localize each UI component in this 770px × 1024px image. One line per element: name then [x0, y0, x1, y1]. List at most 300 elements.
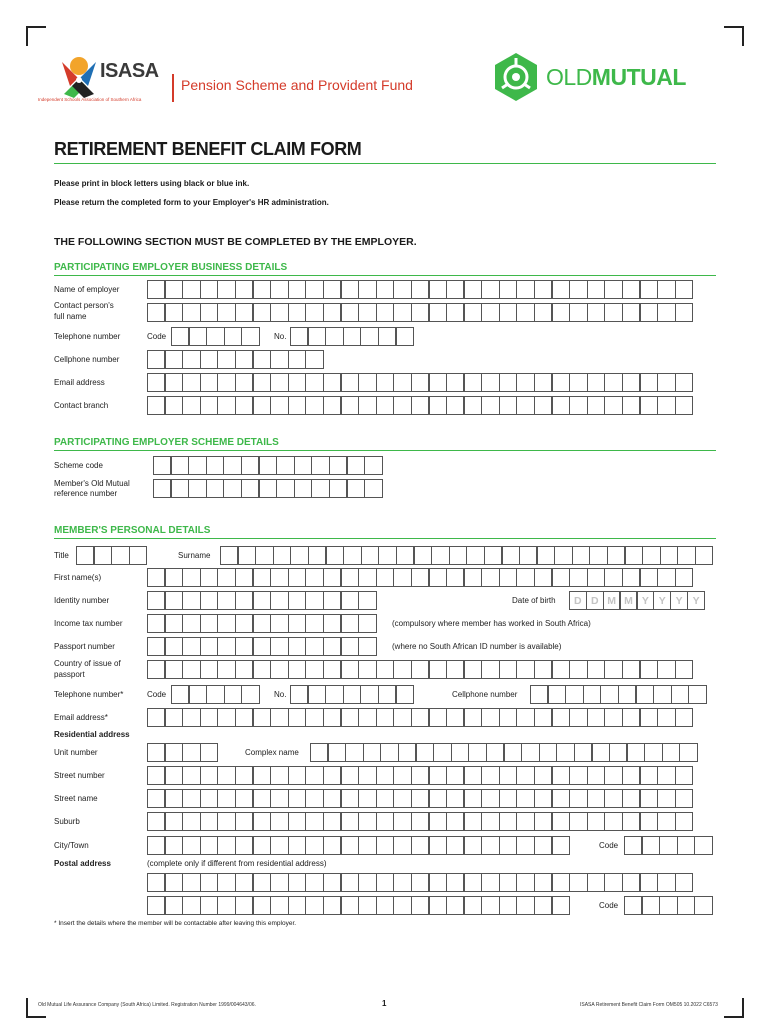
- character-box[interactable]: [235, 812, 253, 831]
- character-box[interactable]: [217, 280, 235, 299]
- character-box[interactable]: [446, 568, 464, 587]
- character-box[interactable]: [323, 568, 341, 587]
- character-box[interactable]: [499, 873, 517, 892]
- employer-name-field[interactable]: [147, 280, 692, 299]
- character-box[interactable]: [534, 812, 552, 831]
- character-box[interactable]: [325, 685, 343, 704]
- character-box[interactable]: [165, 614, 183, 633]
- character-box[interactable]: [539, 743, 557, 762]
- character-box[interactable]: [253, 614, 271, 633]
- dob-year-4[interactable]: Y: [687, 591, 705, 610]
- character-box[interactable]: [569, 568, 587, 587]
- character-box[interactable]: [305, 660, 323, 679]
- character-box[interactable]: [290, 327, 308, 346]
- character-box[interactable]: [288, 708, 306, 727]
- character-box[interactable]: [147, 766, 165, 785]
- character-box[interactable]: [380, 743, 398, 762]
- character-box[interactable]: [398, 743, 416, 762]
- character-box[interactable]: [94, 546, 112, 565]
- character-box[interactable]: [217, 373, 235, 392]
- character-box[interactable]: [253, 280, 271, 299]
- character-box[interactable]: [569, 766, 587, 785]
- character-box[interactable]: [486, 743, 504, 762]
- character-box[interactable]: [358, 812, 376, 831]
- character-box[interactable]: [393, 396, 411, 415]
- character-box[interactable]: [660, 546, 678, 565]
- character-box[interactable]: [657, 396, 675, 415]
- character-box[interactable]: [253, 896, 271, 915]
- character-box[interactable]: [499, 280, 517, 299]
- character-box[interactable]: [657, 812, 675, 831]
- character-box[interactable]: [305, 896, 323, 915]
- character-box[interactable]: [288, 280, 306, 299]
- character-box[interactable]: [241, 327, 259, 346]
- character-box[interactable]: [288, 591, 306, 610]
- postal-code-field[interactable]: [624, 896, 712, 915]
- character-box[interactable]: [311, 479, 329, 498]
- character-box[interactable]: [341, 896, 359, 915]
- character-box[interactable]: [640, 568, 658, 587]
- character-box[interactable]: [636, 685, 654, 704]
- character-box[interactable]: [446, 708, 464, 727]
- character-box[interactable]: [165, 591, 183, 610]
- character-box[interactable]: [534, 303, 552, 322]
- character-box[interactable]: [446, 373, 464, 392]
- character-box[interactable]: [411, 568, 429, 587]
- character-box[interactable]: [235, 303, 253, 322]
- character-box[interactable]: [358, 873, 376, 892]
- identity-number-field[interactable]: [147, 591, 376, 610]
- character-box[interactable]: [341, 614, 359, 633]
- character-box[interactable]: [530, 685, 548, 704]
- character-box[interactable]: [235, 708, 253, 727]
- character-box[interactable]: [569, 373, 587, 392]
- character-box[interactable]: [288, 896, 306, 915]
- character-box[interactable]: [499, 789, 517, 808]
- character-box[interactable]: [446, 873, 464, 892]
- character-box[interactable]: [640, 873, 658, 892]
- character-box[interactable]: [393, 896, 411, 915]
- character-box[interactable]: [446, 660, 464, 679]
- character-box[interactable]: [499, 708, 517, 727]
- character-box[interactable]: [604, 373, 622, 392]
- character-box[interactable]: [484, 546, 502, 565]
- character-box[interactable]: [171, 456, 189, 475]
- character-box[interactable]: [431, 546, 449, 565]
- character-box[interactable]: [235, 591, 253, 610]
- character-box[interactable]: [393, 708, 411, 727]
- character-box[interactable]: [534, 896, 552, 915]
- character-box[interactable]: [147, 568, 165, 587]
- character-box[interactable]: [604, 789, 622, 808]
- character-box[interactable]: [464, 836, 482, 855]
- character-box[interactable]: [273, 546, 291, 565]
- character-box[interactable]: [446, 812, 464, 831]
- character-box[interactable]: [305, 873, 323, 892]
- character-box[interactable]: [451, 743, 469, 762]
- character-box[interactable]: [622, 766, 640, 785]
- character-box[interactable]: [217, 660, 235, 679]
- character-box[interactable]: [235, 373, 253, 392]
- character-box[interactable]: [147, 303, 165, 322]
- character-box[interactable]: [411, 873, 429, 892]
- character-box[interactable]: [414, 546, 432, 565]
- character-box[interactable]: [376, 568, 394, 587]
- character-box[interactable]: [393, 303, 411, 322]
- character-box[interactable]: [253, 789, 271, 808]
- character-box[interactable]: [516, 873, 534, 892]
- character-box[interactable]: [516, 373, 534, 392]
- character-box[interactable]: [182, 350, 200, 369]
- character-box[interactable]: [552, 812, 570, 831]
- character-box[interactable]: [504, 743, 522, 762]
- character-box[interactable]: [446, 789, 464, 808]
- character-box[interactable]: [622, 280, 640, 299]
- character-box[interactable]: [182, 303, 200, 322]
- character-box[interactable]: [376, 766, 394, 785]
- character-box[interactable]: [662, 743, 680, 762]
- character-box[interactable]: [165, 896, 183, 915]
- character-box[interactable]: [622, 812, 640, 831]
- character-box[interactable]: [165, 350, 183, 369]
- character-box[interactable]: [305, 373, 323, 392]
- character-box[interactable]: [347, 456, 365, 475]
- character-box[interactable]: [587, 280, 605, 299]
- character-box[interactable]: [270, 708, 288, 727]
- character-box[interactable]: [622, 396, 640, 415]
- character-box[interactable]: [376, 303, 394, 322]
- character-box[interactable]: [694, 896, 712, 915]
- character-box[interactable]: [607, 546, 625, 565]
- title-field[interactable]: [76, 546, 146, 565]
- character-box[interactable]: [235, 280, 253, 299]
- character-box[interactable]: [569, 396, 587, 415]
- character-box[interactable]: [182, 396, 200, 415]
- character-box[interactable]: [235, 660, 253, 679]
- character-box[interactable]: [499, 373, 517, 392]
- character-box[interactable]: [396, 546, 414, 565]
- complex-name-field[interactable]: [310, 743, 697, 762]
- character-box[interactable]: [516, 660, 534, 679]
- character-box[interactable]: [270, 591, 288, 610]
- character-box[interactable]: [276, 479, 294, 498]
- character-box[interactable]: [147, 614, 165, 633]
- dob-year-1[interactable]: Y: [637, 591, 655, 610]
- character-box[interactable]: [305, 812, 323, 831]
- character-box[interactable]: [569, 280, 587, 299]
- character-box[interactable]: [276, 456, 294, 475]
- character-box[interactable]: [481, 836, 499, 855]
- character-box[interactable]: [640, 660, 658, 679]
- character-box[interactable]: [270, 614, 288, 633]
- character-box[interactable]: [182, 280, 200, 299]
- character-box[interactable]: [625, 546, 643, 565]
- character-box[interactable]: [259, 456, 277, 475]
- member-tel-number-field[interactable]: [290, 685, 413, 704]
- character-box[interactable]: [363, 743, 381, 762]
- character-box[interactable]: [235, 637, 253, 656]
- character-box[interactable]: [364, 456, 382, 475]
- character-box[interactable]: [182, 789, 200, 808]
- character-box[interactable]: [343, 327, 361, 346]
- character-box[interactable]: [253, 350, 271, 369]
- character-box[interactable]: [270, 789, 288, 808]
- character-box[interactable]: [182, 660, 200, 679]
- character-box[interactable]: [502, 546, 520, 565]
- character-box[interactable]: [323, 873, 341, 892]
- character-box[interactable]: [481, 280, 499, 299]
- character-box[interactable]: [481, 568, 499, 587]
- character-box[interactable]: [429, 873, 447, 892]
- character-box[interactable]: [165, 568, 183, 587]
- character-box[interactable]: [165, 708, 183, 727]
- character-box[interactable]: [308, 327, 326, 346]
- character-box[interactable]: [376, 789, 394, 808]
- dob-day-2[interactable]: D: [586, 591, 604, 610]
- character-box[interactable]: [364, 479, 382, 498]
- character-box[interactable]: [657, 373, 675, 392]
- character-box[interactable]: [393, 280, 411, 299]
- character-box[interactable]: [411, 836, 429, 855]
- character-box[interactable]: [200, 303, 218, 322]
- character-box[interactable]: [305, 350, 323, 369]
- character-box[interactable]: [206, 479, 224, 498]
- character-box[interactable]: [188, 479, 206, 498]
- character-box[interactable]: [675, 396, 693, 415]
- character-box[interactable]: [446, 280, 464, 299]
- character-box[interactable]: [481, 708, 499, 727]
- character-box[interactable]: [182, 373, 200, 392]
- character-box[interactable]: [657, 660, 675, 679]
- character-box[interactable]: [464, 766, 482, 785]
- character-box[interactable]: [165, 280, 183, 299]
- character-box[interactable]: [305, 614, 323, 633]
- character-box[interactable]: [679, 743, 697, 762]
- character-box[interactable]: [534, 280, 552, 299]
- character-box[interactable]: [147, 873, 165, 892]
- character-box[interactable]: [165, 812, 183, 831]
- character-box[interactable]: [376, 396, 394, 415]
- character-box[interactable]: [253, 812, 271, 831]
- character-box[interactable]: [378, 327, 396, 346]
- character-box[interactable]: [675, 766, 693, 785]
- character-box[interactable]: [182, 708, 200, 727]
- character-box[interactable]: [270, 812, 288, 831]
- character-box[interactable]: [604, 568, 622, 587]
- character-box[interactable]: [449, 546, 467, 565]
- character-box[interactable]: [182, 873, 200, 892]
- character-box[interactable]: [217, 568, 235, 587]
- character-box[interactable]: [446, 896, 464, 915]
- character-box[interactable]: [147, 789, 165, 808]
- character-box[interactable]: [288, 303, 306, 322]
- character-box[interactable]: [358, 766, 376, 785]
- character-box[interactable]: [308, 685, 326, 704]
- character-box[interactable]: [516, 789, 534, 808]
- character-box[interactable]: [147, 743, 165, 762]
- employer-tel-code-field[interactable]: [171, 327, 259, 346]
- character-box[interactable]: [675, 373, 693, 392]
- character-box[interactable]: [548, 685, 566, 704]
- character-box[interactable]: [499, 836, 517, 855]
- character-box[interactable]: [200, 350, 218, 369]
- character-box[interactable]: [464, 660, 482, 679]
- character-box[interactable]: [288, 660, 306, 679]
- character-box[interactable]: [341, 708, 359, 727]
- unit-number-field[interactable]: [147, 743, 217, 762]
- character-box[interactable]: [200, 568, 218, 587]
- character-box[interactable]: [569, 812, 587, 831]
- character-box[interactable]: [253, 637, 271, 656]
- date-of-birth-field[interactable]: [569, 591, 704, 610]
- character-box[interactable]: [147, 280, 165, 299]
- character-box[interactable]: [358, 708, 376, 727]
- character-box[interactable]: [376, 373, 394, 392]
- character-box[interactable]: [343, 685, 361, 704]
- character-box[interactable]: [642, 836, 660, 855]
- character-box[interactable]: [235, 766, 253, 785]
- character-box[interactable]: [569, 873, 587, 892]
- character-box[interactable]: [516, 303, 534, 322]
- character-box[interactable]: [622, 873, 640, 892]
- character-box[interactable]: [235, 836, 253, 855]
- character-box[interactable]: [552, 303, 570, 322]
- member-cellphone-field[interactable]: [530, 685, 706, 704]
- character-box[interactable]: [343, 546, 361, 565]
- character-box[interactable]: [552, 568, 570, 587]
- character-box[interactable]: [235, 614, 253, 633]
- character-box[interactable]: [534, 836, 552, 855]
- character-box[interactable]: [358, 637, 376, 656]
- city-town-field[interactable]: [147, 836, 569, 855]
- character-box[interactable]: [253, 303, 271, 322]
- character-box[interactable]: [622, 660, 640, 679]
- member-reference-field[interactable]: [153, 479, 382, 498]
- character-box[interactable]: [165, 743, 183, 762]
- character-box[interactable]: [604, 396, 622, 415]
- income-tax-number-field[interactable]: [147, 614, 376, 633]
- character-box[interactable]: [147, 812, 165, 831]
- character-box[interactable]: [288, 568, 306, 587]
- character-box[interactable]: [288, 350, 306, 369]
- character-box[interactable]: [675, 812, 693, 831]
- character-box[interactable]: [378, 546, 396, 565]
- character-box[interactable]: [288, 836, 306, 855]
- character-box[interactable]: [200, 637, 218, 656]
- character-box[interactable]: [305, 396, 323, 415]
- character-box[interactable]: [270, 280, 288, 299]
- character-box[interactable]: [416, 743, 434, 762]
- character-box[interactable]: [464, 568, 482, 587]
- character-box[interactable]: [323, 789, 341, 808]
- character-box[interactable]: [657, 708, 675, 727]
- character-box[interactable]: [534, 708, 552, 727]
- character-box[interactable]: [481, 896, 499, 915]
- character-box[interactable]: [224, 327, 242, 346]
- character-box[interactable]: [609, 743, 627, 762]
- character-box[interactable]: [657, 303, 675, 322]
- character-box[interactable]: [165, 396, 183, 415]
- character-box[interactable]: [235, 396, 253, 415]
- character-box[interactable]: [396, 685, 414, 704]
- character-box[interactable]: [677, 546, 695, 565]
- character-box[interactable]: [640, 766, 658, 785]
- character-box[interactable]: [675, 708, 693, 727]
- character-box[interactable]: [569, 660, 587, 679]
- character-box[interactable]: [688, 685, 706, 704]
- character-box[interactable]: [165, 873, 183, 892]
- country-of-issue-field[interactable]: [147, 660, 692, 679]
- character-box[interactable]: [294, 456, 312, 475]
- character-box[interactable]: [341, 303, 359, 322]
- character-box[interactable]: [305, 591, 323, 610]
- character-box[interactable]: [147, 708, 165, 727]
- character-box[interactable]: [188, 456, 206, 475]
- character-box[interactable]: [393, 873, 411, 892]
- dob-month-2[interactable]: M: [620, 591, 638, 610]
- character-box[interactable]: [200, 373, 218, 392]
- character-box[interactable]: [464, 373, 482, 392]
- character-box[interactable]: [323, 660, 341, 679]
- character-box[interactable]: [521, 743, 539, 762]
- character-box[interactable]: [468, 743, 486, 762]
- surname-field[interactable]: [220, 546, 713, 565]
- character-box[interactable]: [604, 708, 622, 727]
- character-box[interactable]: [165, 836, 183, 855]
- character-box[interactable]: [624, 836, 642, 855]
- character-box[interactable]: [347, 479, 365, 498]
- character-box[interactable]: [671, 685, 689, 704]
- character-box[interactable]: [499, 896, 517, 915]
- street-name-field[interactable]: [147, 789, 692, 808]
- character-box[interactable]: [200, 789, 218, 808]
- member-email-field[interactable]: [147, 708, 692, 727]
- character-box[interactable]: [165, 789, 183, 808]
- character-box[interactable]: [165, 373, 183, 392]
- character-box[interactable]: [270, 373, 288, 392]
- character-box[interactable]: [376, 836, 394, 855]
- character-box[interactable]: [153, 456, 171, 475]
- character-box[interactable]: [534, 789, 552, 808]
- character-box[interactable]: [556, 743, 574, 762]
- character-box[interactable]: [429, 396, 447, 415]
- character-box[interactable]: [323, 303, 341, 322]
- character-box[interactable]: [341, 637, 359, 656]
- character-box[interactable]: [200, 743, 218, 762]
- character-box[interactable]: [429, 836, 447, 855]
- character-box[interactable]: [288, 373, 306, 392]
- character-box[interactable]: [499, 396, 517, 415]
- character-box[interactable]: [200, 280, 218, 299]
- character-box[interactable]: [622, 789, 640, 808]
- character-box[interactable]: [574, 743, 592, 762]
- character-box[interactable]: [323, 591, 341, 610]
- character-box[interactable]: [659, 896, 677, 915]
- character-box[interactable]: [393, 789, 411, 808]
- character-box[interactable]: [411, 789, 429, 808]
- dob-day-1[interactable]: D: [569, 591, 587, 610]
- character-box[interactable]: [411, 896, 429, 915]
- suburb-field[interactable]: [147, 812, 692, 831]
- character-box[interactable]: [235, 568, 253, 587]
- character-box[interactable]: [288, 789, 306, 808]
- character-box[interactable]: [323, 812, 341, 831]
- character-box[interactable]: [516, 708, 534, 727]
- character-box[interactable]: [147, 637, 165, 656]
- character-box[interactable]: [640, 280, 658, 299]
- character-box[interactable]: [200, 896, 218, 915]
- character-box[interactable]: [429, 766, 447, 785]
